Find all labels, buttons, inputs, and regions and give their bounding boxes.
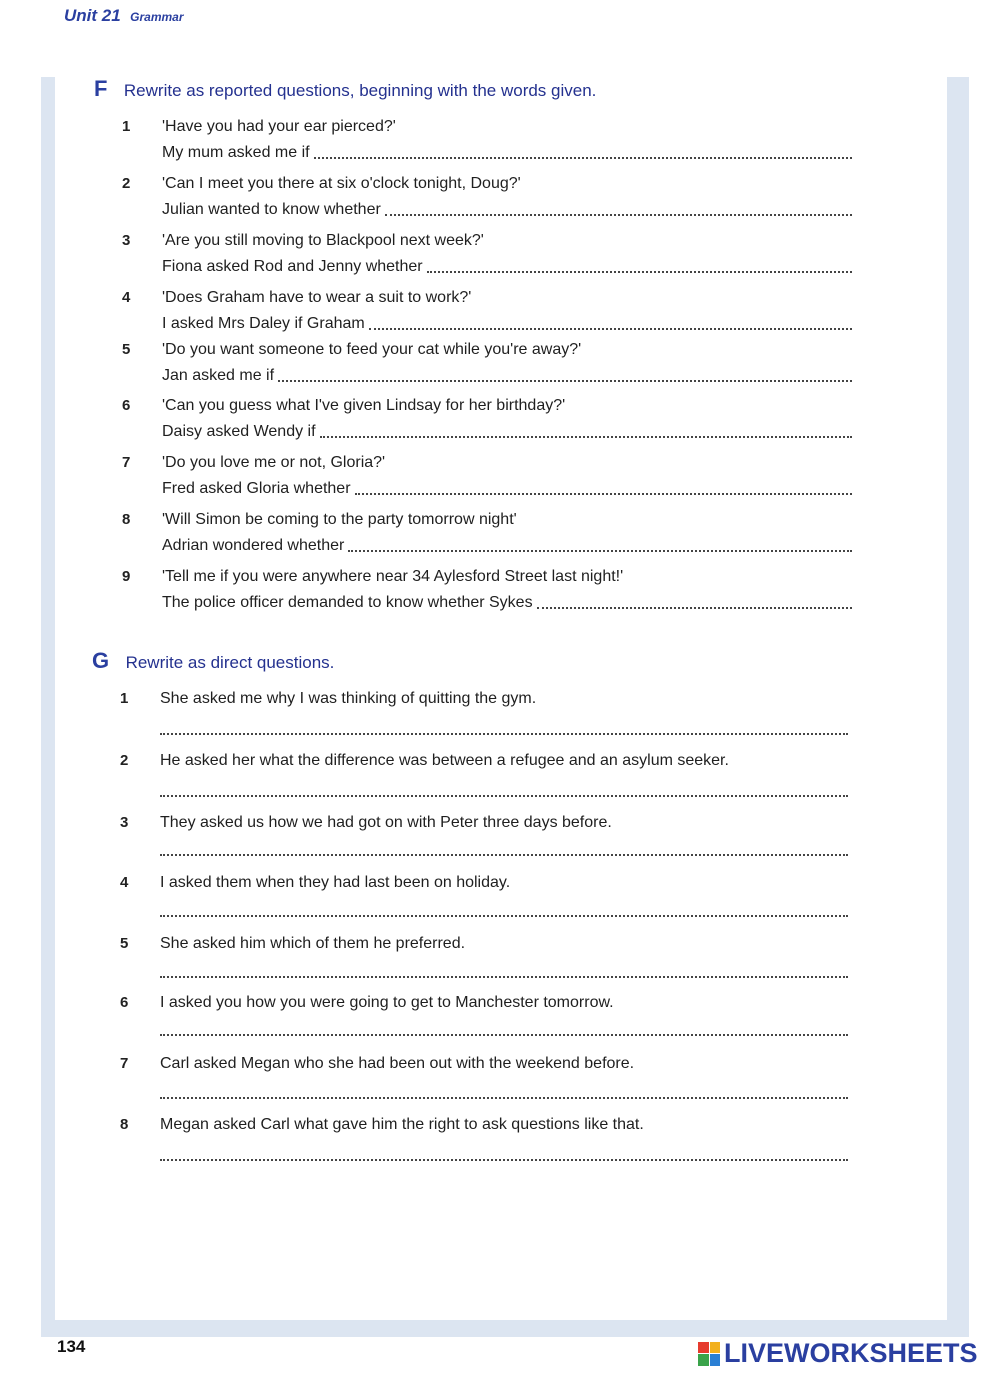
answer-lead: Jan asked me if bbox=[162, 367, 275, 384]
answer-blank[interactable] bbox=[160, 915, 848, 917]
answer-blank[interactable] bbox=[160, 733, 848, 735]
item-sentence: She asked him which of them he preferred. bbox=[160, 935, 466, 952]
item-quote: 'Will Simon be coming to the party tomorrow night' bbox=[162, 511, 517, 528]
answer-line bbox=[162, 367, 852, 385]
item-sentence: They asked us how we had got on with Peter three days before. bbox=[160, 814, 612, 831]
item-quote: 'Have you had your ear pierced?' bbox=[162, 118, 396, 135]
unit-header bbox=[64, 6, 184, 26]
answer-blank[interactable] bbox=[537, 607, 852, 609]
section-g-letter: G bbox=[92, 648, 110, 673]
answer-lead: The police officer demanded to know whether Sykes bbox=[162, 594, 533, 611]
answer-lead: My mum asked me if bbox=[162, 144, 310, 161]
answer-blank[interactable] bbox=[278, 380, 852, 382]
item-sentence: Megan asked Carl what gave him the right to ask questions like that. bbox=[160, 1116, 644, 1133]
answer-blank[interactable] bbox=[160, 854, 848, 856]
item-quote: 'Can you guess what I've given Lindsay for her birthday?' bbox=[162, 397, 566, 414]
item-number: 5 bbox=[122, 341, 131, 358]
answer-line bbox=[162, 258, 852, 276]
item-number: 8 bbox=[120, 1116, 129, 1133]
item-sentence: Carl asked Megan who she had been out with the weekend before. bbox=[160, 1055, 635, 1072]
item-quote: 'Can I meet you there at six o'clock tonight, Doug?' bbox=[162, 175, 521, 192]
item-number: 3 bbox=[122, 232, 131, 249]
answer-lead: Daisy asked Wendy if bbox=[162, 423, 316, 440]
item-number: 8 bbox=[122, 511, 131, 528]
answer-line bbox=[162, 201, 852, 219]
answer-blank[interactable] bbox=[160, 976, 848, 978]
answer-lead: Fiona asked Rod and Jenny whether bbox=[162, 258, 423, 275]
answer-blank[interactable] bbox=[314, 157, 852, 159]
unit-label: Unit 21 bbox=[64, 6, 121, 25]
item-number: 1 bbox=[120, 690, 129, 707]
section-f-instruction: Rewrite as reported questions, beginning with the words given. bbox=[123, 81, 597, 100]
item-quote: 'Do you want someone to feed your cat while you're away?' bbox=[162, 341, 582, 358]
item-quote: 'Tell me if you were anywhere near 34 Aylesford Street last night!' bbox=[162, 568, 624, 585]
answer-line bbox=[162, 315, 852, 333]
page-number: 134 bbox=[57, 1337, 86, 1356]
item-number: 6 bbox=[120, 994, 129, 1011]
item-number: 2 bbox=[122, 175, 131, 192]
item-number: 4 bbox=[122, 289, 131, 306]
item-sentence: He asked her what the difference was between a refugee and an asylum seeker. bbox=[160, 752, 729, 769]
item-quote: 'Are you still moving to Blackpool next week?' bbox=[162, 232, 484, 249]
answer-blank[interactable] bbox=[427, 271, 852, 273]
answer-blank[interactable] bbox=[160, 1159, 848, 1161]
section-f-letter: F bbox=[94, 76, 108, 101]
answer-line bbox=[162, 594, 852, 612]
item-number: 4 bbox=[120, 874, 129, 891]
answer-blank[interactable] bbox=[320, 436, 852, 438]
section-f-title bbox=[94, 76, 596, 102]
answer-blank[interactable] bbox=[348, 550, 852, 552]
answer-line bbox=[162, 480, 852, 498]
section-label: Grammar bbox=[130, 10, 184, 24]
answer-lead: Fred asked Gloria whether bbox=[162, 480, 351, 497]
logo-grid-icon bbox=[698, 1342, 720, 1366]
logo-text: LIVEWORKSHEETS bbox=[724, 1338, 978, 1368]
item-number: 7 bbox=[120, 1055, 129, 1072]
item-number: 9 bbox=[122, 568, 131, 585]
liveworksheets-logo bbox=[698, 1338, 978, 1369]
item-sentence: I asked you how you were going to get to Manchester tomorrow. bbox=[160, 994, 614, 1011]
answer-line bbox=[162, 537, 852, 555]
item-sentence: I asked them when they had last been on holiday. bbox=[160, 874, 511, 891]
item-sentence: She asked me why I was thinking of quitting the gym. bbox=[160, 690, 537, 707]
answer-blank[interactable] bbox=[369, 328, 852, 330]
item-number: 7 bbox=[122, 454, 131, 471]
answer-blank[interactable] bbox=[355, 493, 852, 495]
section-g-title bbox=[92, 648, 334, 674]
item-number: 5 bbox=[120, 935, 129, 952]
answer-line bbox=[162, 144, 852, 162]
item-number: 2 bbox=[120, 752, 129, 769]
answer-line bbox=[162, 423, 852, 441]
answer-lead: Julian wanted to know whether bbox=[162, 201, 381, 218]
answer-blank[interactable] bbox=[385, 214, 852, 216]
item-number: 1 bbox=[122, 118, 131, 135]
item-quote: 'Do you love me or not, Gloria?' bbox=[162, 454, 386, 471]
item-number: 3 bbox=[120, 814, 129, 831]
item-number: 6 bbox=[122, 397, 131, 414]
answer-lead: Adrian wondered whether bbox=[162, 537, 345, 554]
answer-blank[interactable] bbox=[160, 795, 848, 797]
item-quote: 'Does Graham have to wear a suit to work?' bbox=[162, 289, 472, 306]
answer-blank[interactable] bbox=[160, 1097, 848, 1099]
section-g-instruction: Rewrite as direct questions. bbox=[125, 653, 335, 672]
answer-blank[interactable] bbox=[160, 1034, 848, 1036]
answer-lead: I asked Mrs Daley if Graham bbox=[162, 315, 365, 332]
